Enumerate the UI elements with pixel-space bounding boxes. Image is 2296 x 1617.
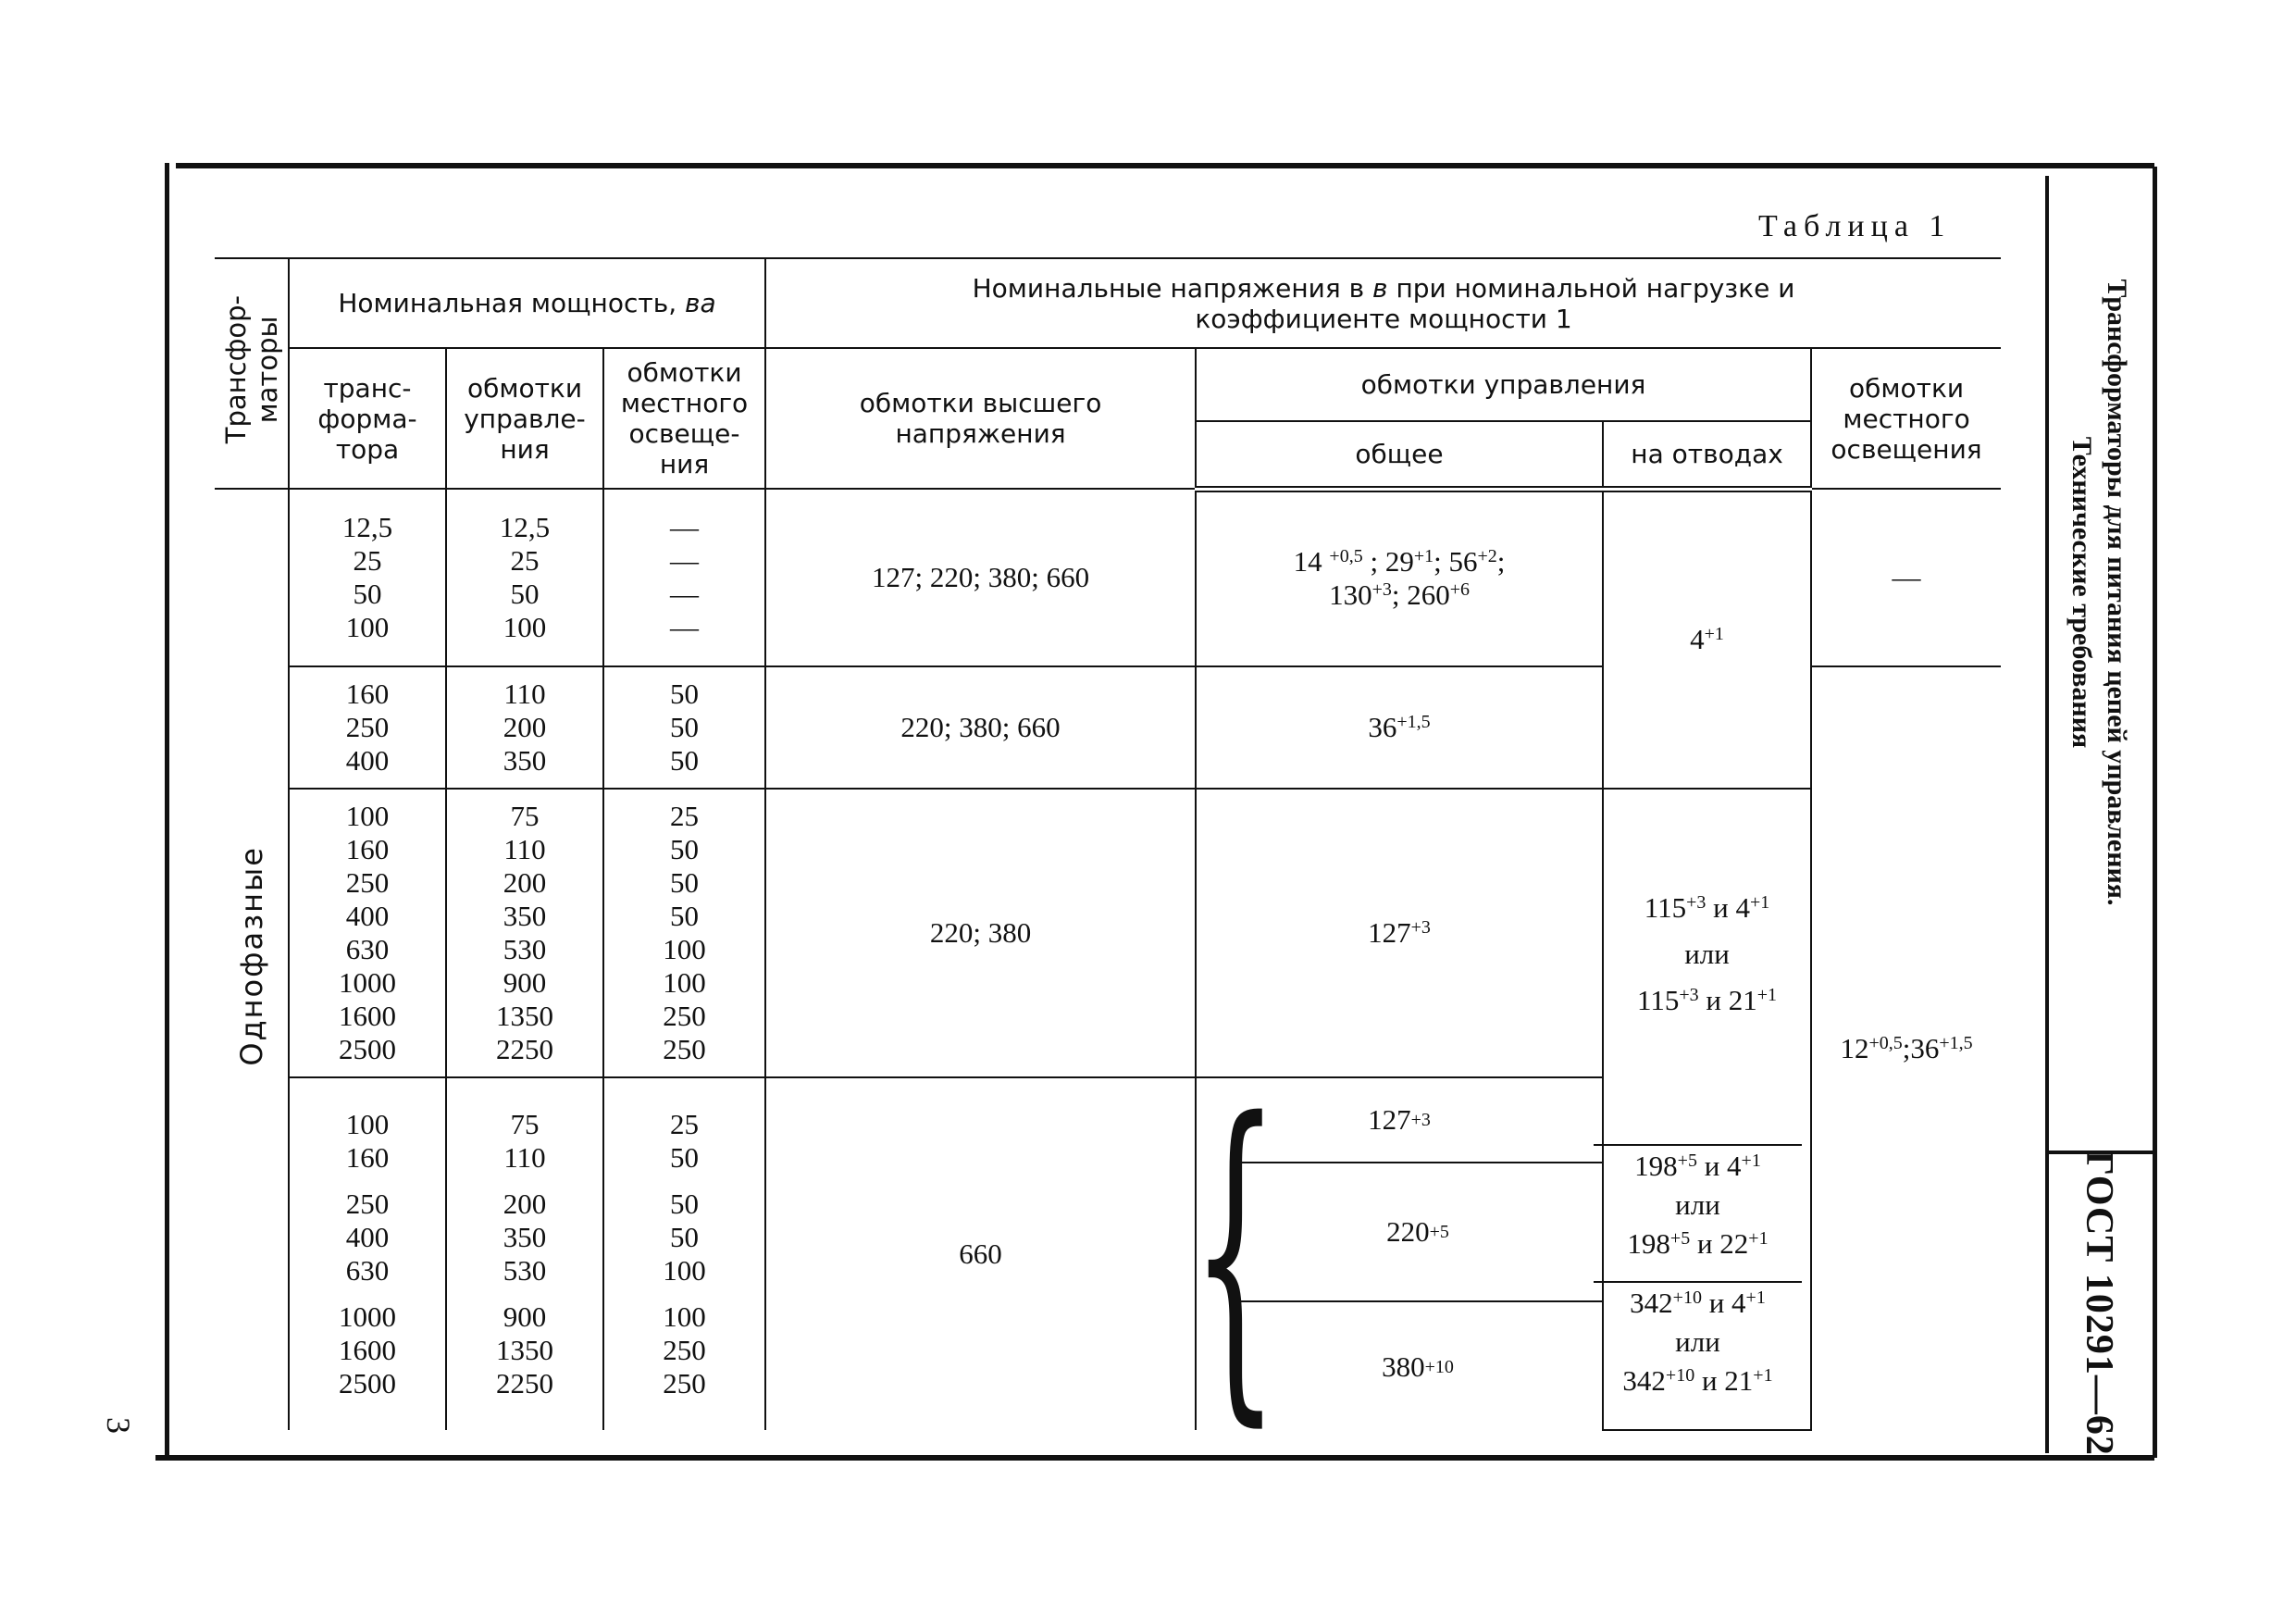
group2-hv: 220; 380; 660 — [765, 666, 1196, 789]
table-row-group-1 — [215, 489, 2001, 666]
header-common: общее — [1196, 421, 1603, 489]
group3-hv: 220; 380 — [765, 789, 1196, 1077]
header-hv-winding: обмотки высшего напряжения — [765, 348, 1196, 489]
frame-bottom-line — [155, 1455, 2154, 1461]
group2-common: $36^{+1,5}$ — [1196, 666, 1603, 789]
sidebar-divider — [2045, 176, 2049, 1453]
header-control-windings: обмотки управления — [1196, 348, 1811, 421]
taps-sub3: $342^{+10}$ и $4^{+1}$ или $342^{+10}$ и $21^{+1}$ — [1594, 1281, 1802, 1412]
sidebar-title-line2: Технические требования — [2066, 436, 2097, 749]
frame-top-line — [176, 163, 2154, 168]
header-nominal-voltages: Номинальные напряжения в в при номинальной нагрузке и коэффициенте мощности 1 — [765, 258, 2001, 348]
group1-transformer: 12,5 25 50 100 — [289, 489, 446, 666]
group2-lighting: 50 50 50 — [603, 666, 765, 789]
table-row-taps-sub — [215, 1430, 2001, 1431]
taps-third: $115^{+3}$ и $4^{+1}$ или $115^{+3}$ и $21^{+1}$ — [1603, 789, 1811, 1430]
header-nominal-power: Номинальная мощность, ва — [289, 258, 765, 348]
frame-right-line — [2153, 167, 2157, 1458]
header-taps: на отводах — [1603, 421, 1811, 489]
sidebar-title-line1: Трансформаторы для питания цепей управления. — [2102, 279, 2132, 906]
group1-hv: 127; 220; 380; 660 — [765, 489, 1196, 666]
header-transformer: транс- форма- тора — [289, 348, 446, 489]
table-row-group-3 — [215, 789, 2001, 1077]
table-caption: Таблица 1 — [1758, 209, 1952, 243]
group2-transformer: 160 250 400 — [289, 666, 446, 789]
row-label-cell — [215, 489, 289, 1430]
frame-left-line — [165, 163, 169, 1459]
header-local-lighting-windings: обмотки местного освещения — [1811, 348, 2001, 489]
group3-lighting: 25 50 50 50 100 100 250 250 — [603, 789, 765, 1077]
row-label: Однофазные — [233, 846, 269, 1066]
page-number: 3 — [100, 1417, 137, 1434]
taps-first: $4^{+1}$ — [1603, 489, 1811, 789]
header-transformers-text: Трансфор- маторы — [219, 295, 283, 444]
group4-hv: 660 — [765, 1077, 1196, 1430]
lighting-rest: $12^{+0,5};36^{+1,5}$ — [1811, 666, 2001, 1430]
header-local-lighting: обмотки местного освеще- ния — [603, 348, 765, 489]
group1-control: 12,5 25 50 100 — [446, 489, 603, 666]
common-sub-2: 220 +5 — [1234, 1162, 1602, 1300]
header-control-winding: обмотки управле- ния — [446, 348, 603, 489]
group4-lighting: 25 50 50 50 100 100 250 250 — [603, 1077, 765, 1430]
taps-sub2: $198^{+5}$ и $4^{+1}$ или $198^{+5}$ и $22^{+1}$ — [1594, 1144, 1802, 1283]
common-sub-3: 380 +10 — [1234, 1300, 1602, 1432]
group3-control: 75 110 200 350 530 900 1350 2250 — [446, 789, 603, 1077]
lighting-first: — — [1811, 489, 2001, 666]
brace-icon: { — [1191, 1052, 1280, 1456]
common-sub-1: 127 +3 — [1368, 1103, 1431, 1136]
group4-transformer: 100 160 250 400 630 1000 1600 2500 — [289, 1077, 446, 1430]
group3-common: $127^{+3}$ — [1196, 789, 1603, 1077]
group4-control: 75 110 200 350 530 900 1350 2250 — [446, 1077, 603, 1430]
group3-transformer: 100 160 250 400 630 1000 1600 2500 — [289, 789, 446, 1077]
group4-common — [1191, 1052, 1603, 1456]
gost-number: ГОСТ 10291—62 — [2078, 1151, 2120, 1456]
group1-common: 14 $^{+0,5}$ ; $29^{+1}$; $56^{+2}$; $130^{+3}$; $260^{+6}$ — [1196, 489, 1603, 666]
header-transformers — [215, 258, 289, 489]
group2-control: 110 200 350 — [446, 666, 603, 789]
group1-lighting: — — — — — [603, 489, 765, 666]
